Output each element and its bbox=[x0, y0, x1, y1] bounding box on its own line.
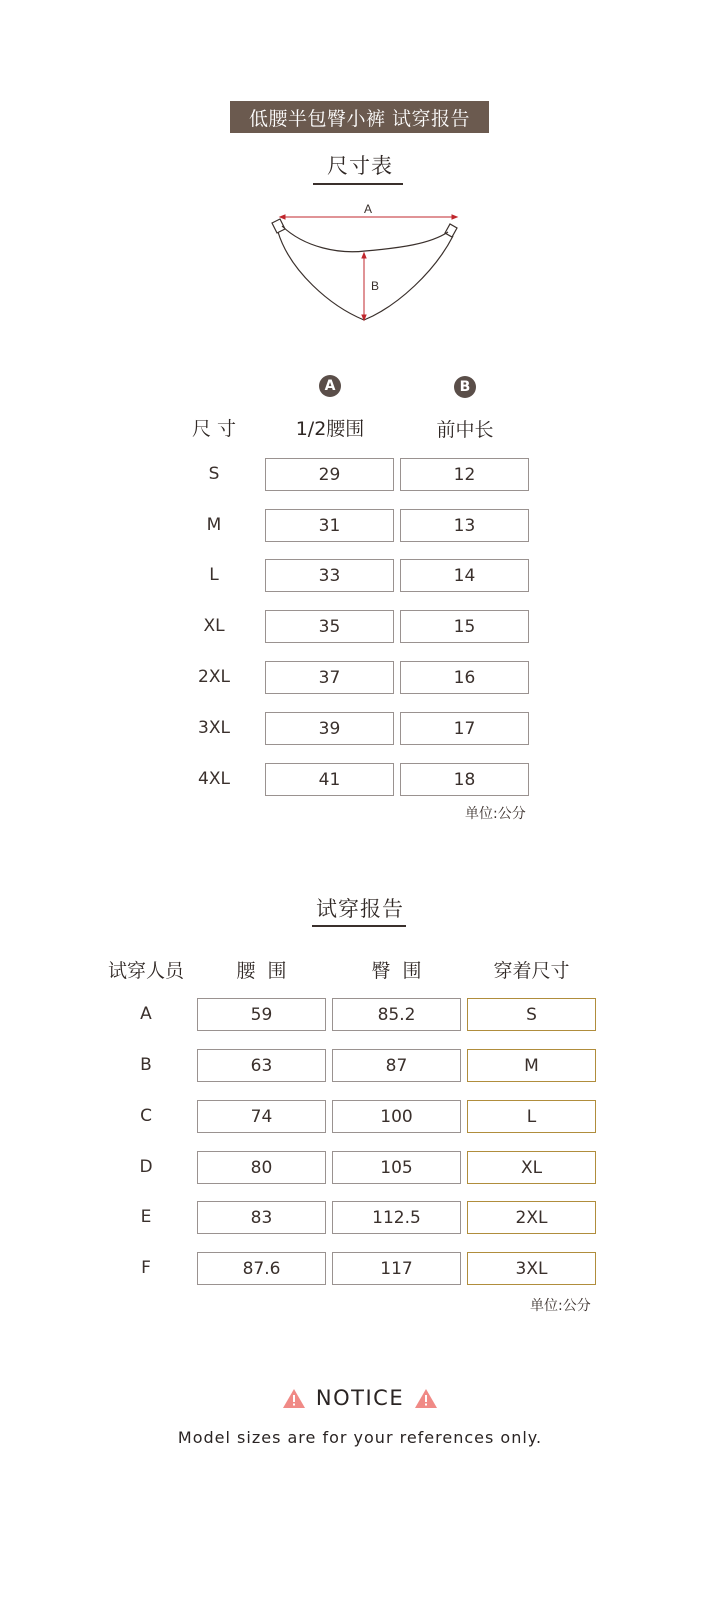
waist-cell: 87.6 bbox=[197, 1252, 326, 1285]
col-header-front-length: 前中长 bbox=[436, 419, 494, 441]
worn-size-cell: 2XL bbox=[467, 1201, 596, 1234]
waist-cell: 35 bbox=[265, 610, 394, 643]
report-title: 试穿报告 bbox=[316, 897, 404, 921]
front-length-cell: 15 bbox=[400, 610, 529, 643]
waist-cell: 39 bbox=[265, 712, 394, 745]
person-label: E bbox=[140, 1207, 152, 1227]
diagram-label-a: A bbox=[363, 202, 373, 216]
waist-cell: 41 bbox=[265, 763, 394, 796]
person-label: A bbox=[140, 1004, 152, 1024]
col-header-hip: 臀 围 bbox=[371, 960, 422, 982]
worn-size-cell: XL bbox=[467, 1151, 596, 1184]
notice-title: NOTICE bbox=[315, 1386, 405, 1410]
hip-cell: 87 bbox=[332, 1049, 461, 1082]
worn-size-cell: L bbox=[467, 1100, 596, 1133]
hip-cell: 100 bbox=[332, 1100, 461, 1133]
garment-diagram bbox=[260, 196, 470, 331]
size-chart-unit: 单位:公分 bbox=[465, 806, 526, 822]
worn-size-cell: M bbox=[467, 1049, 596, 1082]
hip-cell: 117 bbox=[332, 1252, 461, 1285]
size-label: S bbox=[208, 464, 220, 484]
hip-cell: 85.2 bbox=[332, 998, 461, 1031]
front-length-cell: 17 bbox=[400, 712, 529, 745]
waist-cell: 74 bbox=[197, 1100, 326, 1133]
badge-b: B bbox=[454, 376, 476, 398]
person-label: C bbox=[140, 1106, 152, 1126]
report-unit: 单位:公分 bbox=[530, 1298, 591, 1314]
worn-size-cell: 3XL bbox=[467, 1252, 596, 1285]
person-label: F bbox=[141, 1258, 151, 1278]
front-length-cell: 14 bbox=[400, 559, 529, 592]
worn-size-cell: S bbox=[467, 998, 596, 1031]
waistband-line bbox=[282, 226, 448, 252]
front-length-cell: 18 bbox=[400, 763, 529, 796]
waist-cell: 31 bbox=[265, 509, 394, 542]
page-banner: 低腰半包臀小裤 试穿报告 bbox=[230, 101, 489, 133]
col-header-waist: 腰 围 bbox=[236, 960, 287, 982]
waist-cell: 33 bbox=[265, 559, 394, 592]
col-header-worn-size: 穿着尺寸 bbox=[493, 960, 570, 982]
waist-cell: 80 bbox=[197, 1151, 326, 1184]
body-outline bbox=[278, 232, 453, 320]
col-header-size: 尺 寸 bbox=[191, 418, 237, 440]
size-chart-title: 尺寸表 bbox=[327, 154, 393, 178]
col-header-person: 试穿人员 bbox=[107, 960, 184, 982]
person-label: D bbox=[139, 1157, 153, 1177]
size-chart-title-underline bbox=[313, 183, 403, 185]
warning-icon bbox=[282, 1388, 306, 1409]
front-length-cell: 16 bbox=[400, 661, 529, 694]
waist-cell: 37 bbox=[265, 661, 394, 694]
size-label: 4XL bbox=[198, 769, 230, 789]
waist-cell: 29 bbox=[265, 458, 394, 491]
person-label: B bbox=[140, 1055, 152, 1075]
waist-cell: 59 bbox=[197, 998, 326, 1031]
front-length-cell: 12 bbox=[400, 458, 529, 491]
report-title-underline bbox=[312, 925, 406, 927]
notice-text: Model sizes are for your references only. bbox=[177, 1428, 543, 1447]
warning-icon bbox=[414, 1388, 438, 1409]
diagram-label-b: B bbox=[371, 279, 380, 293]
left-strap-tab bbox=[272, 219, 285, 233]
waist-cell: 63 bbox=[197, 1049, 326, 1082]
front-length-cell: 13 bbox=[400, 509, 529, 542]
hip-cell: 105 bbox=[332, 1151, 461, 1184]
waist-cell: 83 bbox=[197, 1201, 326, 1234]
hip-cell: 112.5 bbox=[332, 1201, 461, 1234]
size-label: M bbox=[206, 515, 222, 535]
notice-heading bbox=[0, 1383, 720, 1413]
size-label: 3XL bbox=[198, 718, 230, 738]
size-label: L bbox=[209, 565, 219, 585]
badge-a: A bbox=[319, 375, 341, 397]
right-strap-tab bbox=[445, 224, 457, 237]
size-label: XL bbox=[203, 616, 225, 636]
col-header-waist: 1/2腰围 bbox=[295, 418, 365, 440]
size-label: 2XL bbox=[198, 667, 230, 687]
